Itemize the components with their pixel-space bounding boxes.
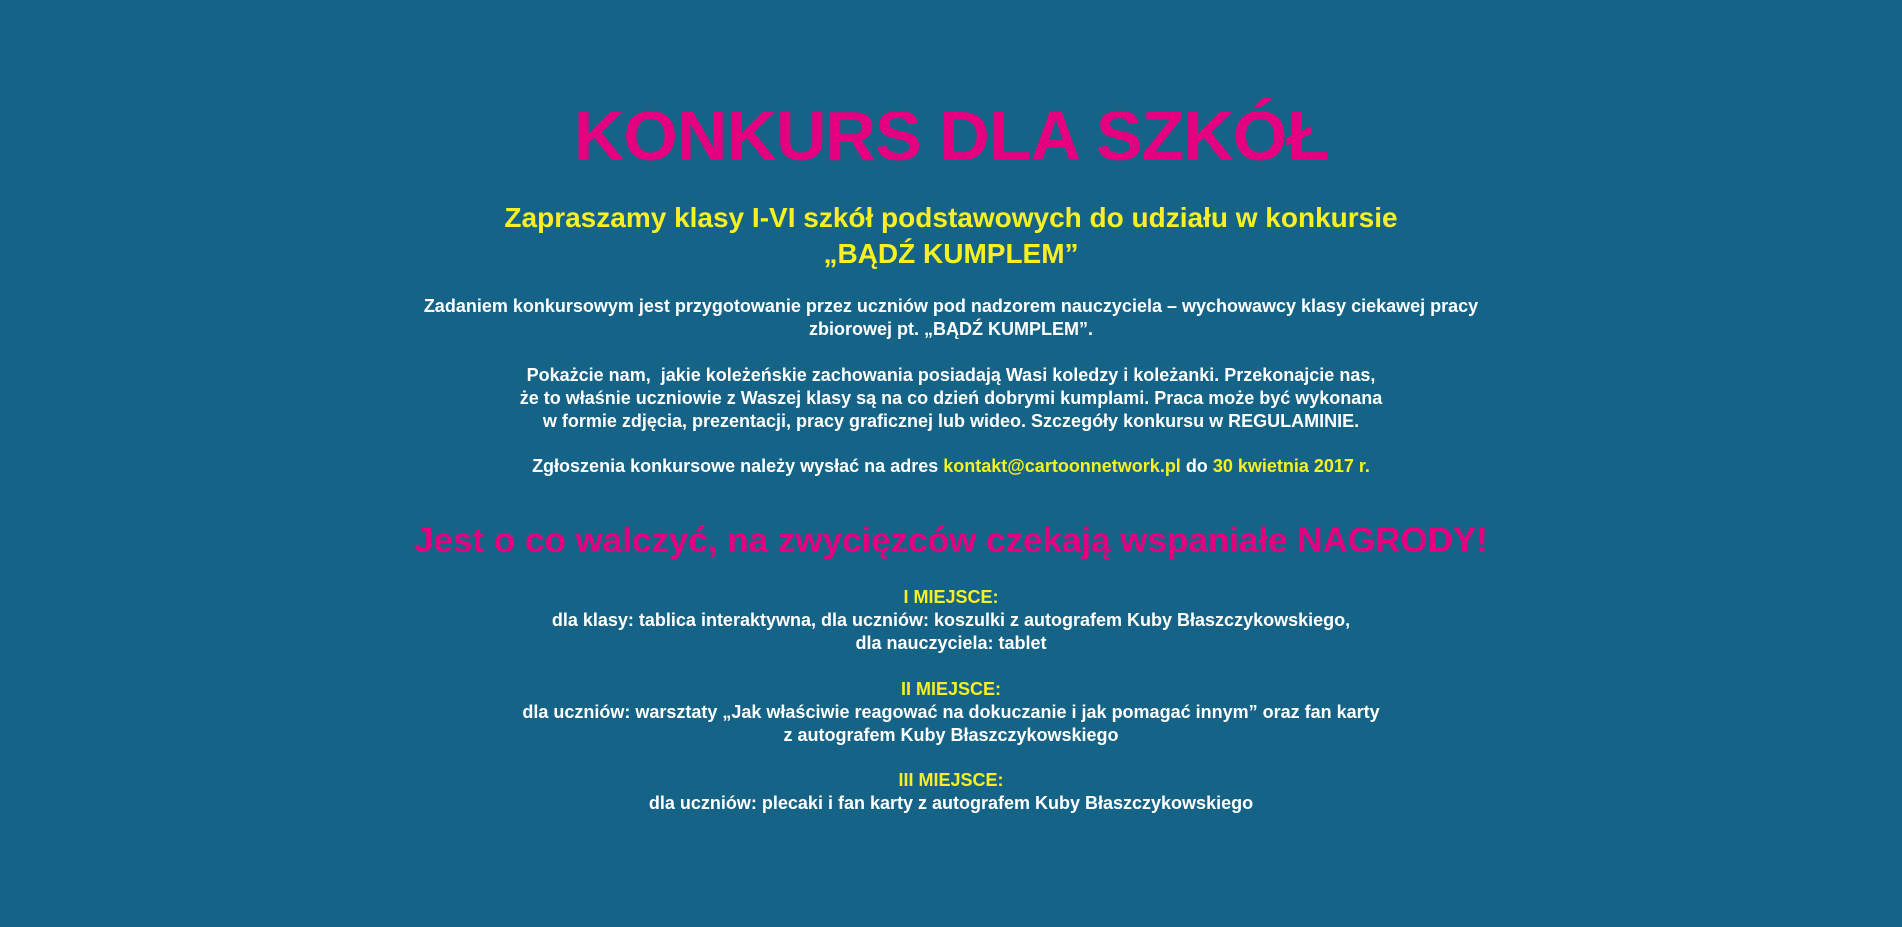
submission-paragraph [0, 455, 1902, 478]
prize-description: z autografem Kuby Błaszczykowskiego [783, 725, 1119, 745]
description-line: Pokażcie nam, jakie koleżeńskie zachowania posiadają Wasi koledzy i koleżanki. Przekonajcie nas, [526, 365, 1376, 385]
invitation-line: Zapraszamy klasy I-VI szkół podstawowych do udziału w konkursie [504, 202, 1398, 233]
task-paragraph [0, 295, 1902, 341]
prize-place-label: II MIEJSCE: [900, 679, 1002, 699]
task-line: zbiorowej pt. „BĄDŹ KUMPLEM”. [809, 319, 1093, 339]
page-title: KONKURS DLA SZKÓŁ [573, 97, 1329, 175]
prize-description: dla uczniów: warsztaty „Jak właściwie reagować na dokuczanie i jak pomagać innym” oraz fan karty [522, 702, 1380, 722]
description-line: w formie zdjęcia, prezentacji, pracy graficznej lub wideo. Szczegóły konkursu w REGULAMINIE. [542, 411, 1360, 431]
description-paragraph [0, 364, 1902, 433]
contact-email-link[interactable]: kontakt@cartoonnetwork.pl [943, 456, 1181, 476]
contest-name: „BĄDŹ KUMPLEM” [823, 238, 1079, 269]
invitation-subtitle [0, 200, 1902, 272]
description-line: że to właśnie uczniowie z Waszej klasy są na co dzień dobrymi kumplami. Praca może być wykonana [519, 388, 1383, 408]
prize-description: dla uczniów: plecaki i fan karty z autografem Kuby Błaszczykowskiego [648, 793, 1254, 813]
prize-second-place [0, 678, 1902, 747]
prize-place-label: I MIEJSCE: [903, 587, 999, 607]
submission-text: do [1180, 456, 1213, 476]
deadline-date: 30 kwietnia 2017 r. [1212, 456, 1370, 476]
prize-description: dla nauczyciela: tablet [855, 633, 1047, 653]
task-line: Zadaniem konkursowym jest przygotowanie przez uczniów pod nadzorem nauczyciela – wychowawcy klasy ciekawej pracy [423, 296, 1479, 316]
prizes-headline: Jest o co walczyć, na zwycięzców czekają wspaniałe NAGRODY! [414, 521, 1488, 560]
prize-place-label: III MIEJSCE: [898, 770, 1004, 790]
prize-third-place [0, 769, 1902, 815]
prize-first-place [0, 586, 1902, 655]
prize-description: dla klasy: tablica interaktywna, dla uczniów: koszulki z autografem Kuby Błaszczykowskiego, [551, 610, 1351, 630]
submission-text: Zgłoszenia konkursowe należy wysłać na adres [532, 456, 944, 476]
